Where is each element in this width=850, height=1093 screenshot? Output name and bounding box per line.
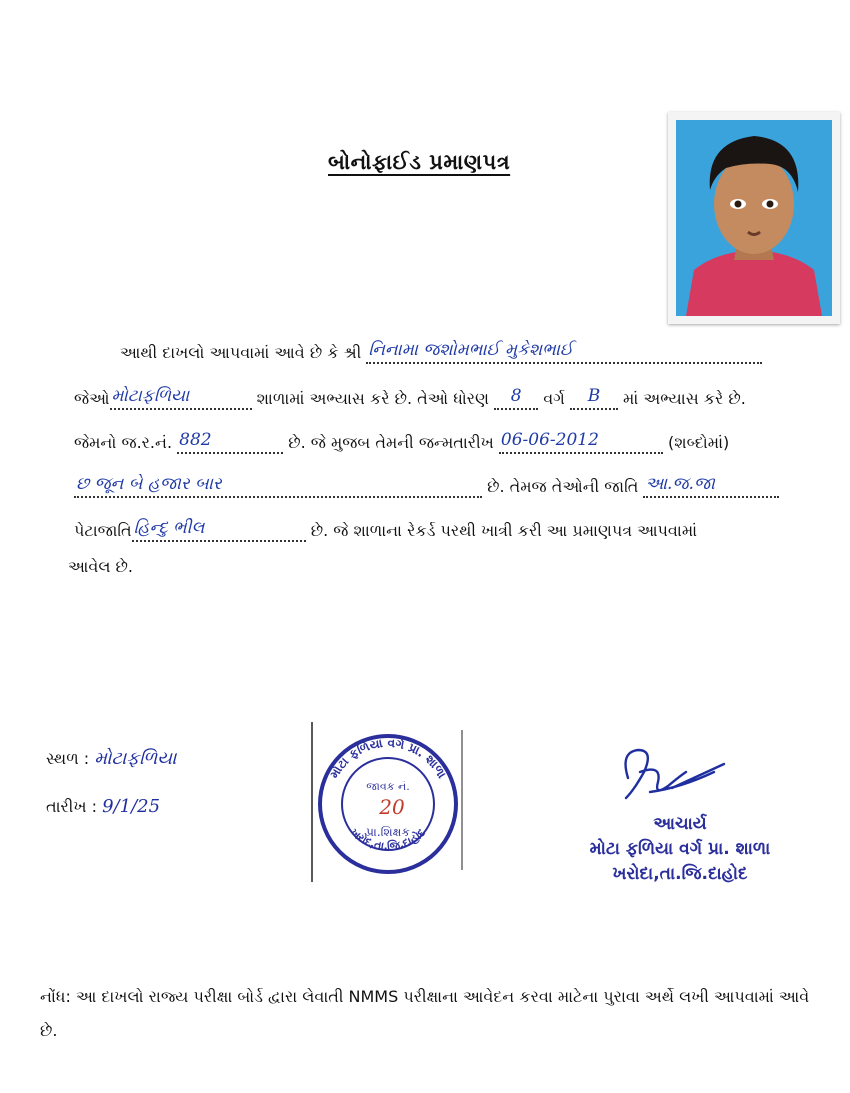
line5-lead: પેટાજાતિ bbox=[74, 521, 132, 540]
certificate-line-5 bbox=[74, 518, 697, 542]
seal-center-top: જાવક નં. bbox=[366, 780, 410, 793]
footer-note: નોંધ: આ દાખલો રાજ્ય પરીક્ષા બોર્ડ દ્વારા લેવાતી NMMS પરીક્ષાના આવેદન કરવા માટેના પુરાવા અર્થે લખી આપવામાં આવે છે. bbox=[40, 987, 810, 1040]
line5-tail: છે. જે શાળાના રેકર્ડ પરથી ખાત્રી કરી આ પ્રમાણપત્ર આપવામાં bbox=[310, 521, 698, 540]
line1-lead: આથી દાખલો આપવામાં આવે છે કે શ્રી bbox=[120, 343, 362, 362]
principal-role: આચાર્ય bbox=[653, 814, 707, 834]
certificate-line-4 bbox=[74, 474, 779, 498]
line2-mid2: વર્ગ bbox=[543, 389, 565, 408]
principal-address: ખરોદા,તા.જિ.દાહોદ bbox=[612, 864, 748, 884]
seal-ring-text: મોટા ફળિયા વર્ગ પ્રા. શાળા bbox=[327, 735, 449, 781]
line3-mid: છે. જે મુજબ તેમની જન્મતારીખ bbox=[288, 433, 494, 452]
caste-field: આ.જ.જા bbox=[643, 474, 779, 498]
gr-number-field: 882 bbox=[177, 430, 283, 454]
date-row bbox=[46, 796, 160, 818]
student-name-field: નિનામા જશોમભાઈ મુકેશભાઈ bbox=[366, 340, 762, 364]
place-value: મોટાફળિયા bbox=[94, 748, 177, 769]
sub-caste-field: હિન્દુ ભીલ bbox=[132, 518, 306, 542]
certificate-line-3 bbox=[74, 430, 729, 454]
principal-school: મોટા ફળિયા વર્ગ પ્રા. શાળા bbox=[589, 839, 771, 859]
dob-words-field: છ જૂન બે હજાર બાર bbox=[74, 474, 482, 498]
date-value: 9/1/25 bbox=[102, 796, 161, 817]
student-photo bbox=[668, 112, 840, 324]
line3-tail: (શબ્દોમાં) bbox=[668, 433, 730, 452]
school-seal bbox=[308, 720, 466, 884]
seal-center-number: 20 bbox=[379, 795, 405, 819]
place-label: સ્થળ : bbox=[46, 749, 90, 768]
place-row bbox=[46, 748, 176, 770]
line2-lead: જેઓ bbox=[74, 389, 110, 408]
certificate-line-1 bbox=[120, 340, 762, 364]
division-field: B bbox=[570, 386, 618, 410]
principal-signature bbox=[610, 742, 734, 812]
standard-field: 8 bbox=[494, 386, 538, 410]
seal-center-bottom: પ્રા.શિક્ષક bbox=[366, 825, 410, 839]
line2-mid1: શાળામાં અભ્યાસ કરે છે. તેઓ ધોરણ bbox=[256, 389, 490, 408]
line3-lead: જેમનો જ.ર.નં. bbox=[74, 433, 173, 452]
document-title: બોનોફાઈડ પ્રમાણપત્ર bbox=[328, 150, 511, 174]
dob-field: 06-06-2012 bbox=[499, 430, 663, 454]
school-field: મોટાફળિયા bbox=[110, 386, 252, 410]
principal-stamp bbox=[555, 812, 805, 887]
certificate-line-6: આવેલ છે. bbox=[68, 557, 133, 576]
line2-tail: માં અભ્યાસ કરે છે. bbox=[623, 389, 746, 408]
certificate-line-2 bbox=[74, 386, 746, 410]
seal-bottom-text: ખરોદ,તા.જિ.દાહોદ bbox=[348, 826, 428, 854]
date-label: તારીખ : bbox=[46, 797, 98, 816]
line4-mid: છે. તેમજ તેઓની જાતિ bbox=[487, 477, 639, 496]
